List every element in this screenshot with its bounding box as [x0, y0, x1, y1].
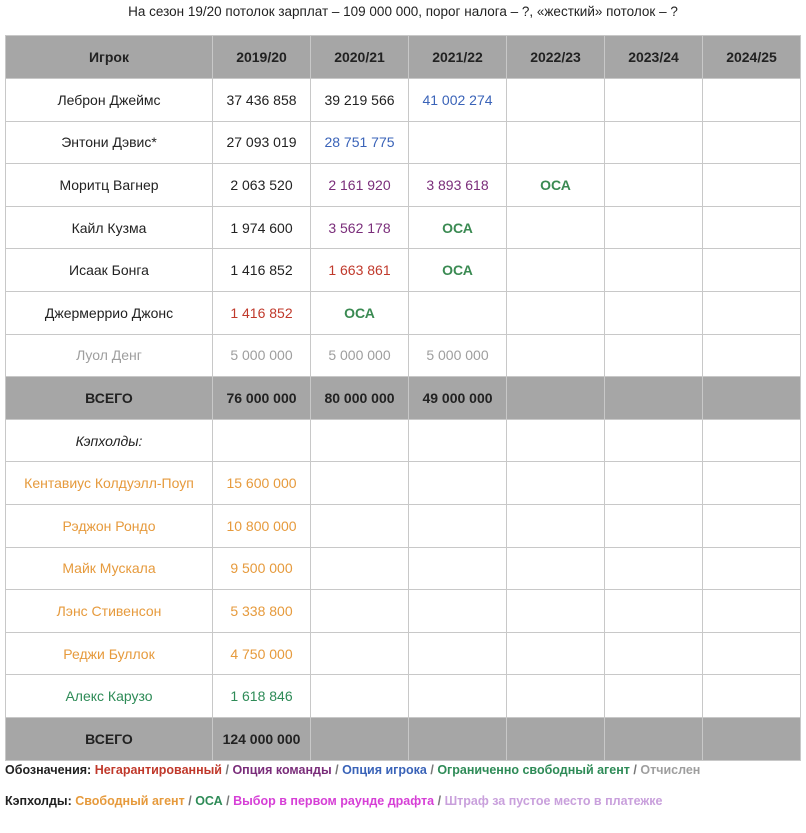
- salary-cell: [605, 121, 703, 164]
- empty-cell: [311, 462, 409, 505]
- empty-cell: [605, 504, 703, 547]
- salary-cell: 37 436 858: [213, 79, 311, 122]
- empty-cell: [409, 632, 507, 675]
- column-header-season: 2020/21: [311, 36, 409, 79]
- legend-item: ОСА: [195, 794, 223, 808]
- empty-cell: [213, 419, 311, 462]
- table-row: [6, 249, 801, 292]
- empty-cell: [409, 675, 507, 718]
- empty-cell: [605, 547, 703, 590]
- caphold-player-name: Алекс Карузо: [6, 675, 213, 718]
- salary-cell: [507, 206, 605, 249]
- legend-item: Опция игрока: [342, 763, 427, 777]
- column-header-season: 2019/20: [213, 36, 311, 79]
- empty-cell: [507, 462, 605, 505]
- player-name: Луол Денг: [6, 334, 213, 377]
- salary-cell: [507, 121, 605, 164]
- empty-cell: [703, 504, 801, 547]
- salary-cell: 5 000 000: [311, 334, 409, 377]
- total-cell: [605, 717, 703, 760]
- column-header-season: 2022/23: [507, 36, 605, 79]
- caphold-value: 15 600 000: [213, 462, 311, 505]
- empty-cell: [507, 547, 605, 590]
- total-cell: [605, 377, 703, 420]
- caphold-row: [6, 590, 801, 633]
- header-row: [6, 36, 801, 79]
- caphold-player-name: Лэнс Стивенсон: [6, 590, 213, 633]
- caphold-row: [6, 547, 801, 590]
- salary-cell: [703, 79, 801, 122]
- legend-separator: /: [437, 794, 442, 808]
- salary-table: [5, 35, 801, 761]
- total-cell: [311, 717, 409, 760]
- salary-cell: 39 219 566: [311, 79, 409, 122]
- salary-cell: 41 002 274: [409, 79, 507, 122]
- empty-cell: [507, 590, 605, 633]
- empty-cell: [605, 462, 703, 505]
- salary-cell: [507, 334, 605, 377]
- table-row: [6, 291, 801, 334]
- table-row: [6, 121, 801, 164]
- empty-cell: [703, 632, 801, 675]
- total-cell: [507, 377, 605, 420]
- legend-item: Негарантированный: [94, 763, 222, 777]
- caphold-player-name: Рэджон Рондо: [6, 504, 213, 547]
- column-header-player: Игрок: [6, 36, 213, 79]
- legend-separator: /: [335, 763, 339, 777]
- empty-cell: [507, 675, 605, 718]
- empty-cell: [605, 419, 703, 462]
- salary-cell: ОСА: [409, 249, 507, 292]
- caphold-value: 10 800 000: [213, 504, 311, 547]
- legend-separator: /: [430, 763, 434, 777]
- column-header-season: 2021/22: [409, 36, 507, 79]
- salary-cell: 3 893 618: [409, 164, 507, 207]
- total-cell: 76 000 000: [213, 377, 311, 420]
- salary-cell: [703, 249, 801, 292]
- player-name: Леброн Джеймс: [6, 79, 213, 122]
- salary-cell: 5 000 000: [213, 334, 311, 377]
- total-cell: [703, 377, 801, 420]
- total-cell: 124 000 000: [213, 717, 311, 760]
- total-label: ВСЕГО: [6, 377, 213, 420]
- salary-cell: 27 093 019: [213, 121, 311, 164]
- page-title: На сезон 19/20 потолок зарплат – 109 000 000, порог налога – ?, «жесткий» потолок – ?: [128, 4, 678, 19]
- empty-cell: [605, 632, 703, 675]
- salary-cell: 2 161 920: [311, 164, 409, 207]
- caphold-value: 5 338 800: [213, 590, 311, 633]
- total-row: [6, 717, 801, 760]
- legend-label: Обозначения:: [5, 763, 92, 777]
- salary-cell: ОСА: [507, 164, 605, 207]
- salary-cell: ОСА: [409, 206, 507, 249]
- salary-cell: [605, 206, 703, 249]
- salary-cell: [605, 79, 703, 122]
- salary-cell: [507, 249, 605, 292]
- empty-cell: [409, 462, 507, 505]
- empty-cell: [605, 590, 703, 633]
- caphold-row: [6, 675, 801, 718]
- table-row: [6, 334, 801, 377]
- empty-cell: [605, 675, 703, 718]
- caphold-value: 1 618 846: [213, 675, 311, 718]
- legend-separator: /: [226, 794, 230, 808]
- salary-cell: 3 562 178: [311, 206, 409, 249]
- legend-item: Свободный агент: [75, 794, 185, 808]
- salary-cell: 1 663 861: [311, 249, 409, 292]
- salary-cell: [703, 206, 801, 249]
- legend-item: Выбор в первом раунде драфта: [233, 794, 435, 808]
- legend-designations: [5, 763, 700, 777]
- legend-item: Ограниченно свободный агент: [437, 763, 630, 777]
- capholds-label: Кэпхолды:: [6, 419, 213, 462]
- empty-cell: [311, 547, 409, 590]
- caphold-player-name: Майк Мускала: [6, 547, 213, 590]
- salary-cell: [703, 334, 801, 377]
- salary-cell: [703, 121, 801, 164]
- player-name: Моритц Вагнер: [6, 164, 213, 207]
- column-header-season: 2023/24: [605, 36, 703, 79]
- empty-cell: [703, 547, 801, 590]
- empty-cell: [409, 547, 507, 590]
- empty-cell: [311, 590, 409, 633]
- total-cell: [409, 717, 507, 760]
- legend-separator: /: [188, 794, 192, 808]
- salary-cell: [605, 164, 703, 207]
- legend-item: Отчислен: [640, 763, 701, 777]
- total-cell: 49 000 000: [409, 377, 507, 420]
- caphold-row: [6, 632, 801, 675]
- empty-cell: [507, 504, 605, 547]
- salary-cell: 28 751 775: [311, 121, 409, 164]
- caphold-player-name: Реджи Буллок: [6, 632, 213, 675]
- empty-cell: [703, 419, 801, 462]
- capholds-header-row: [6, 419, 801, 462]
- table-row: [6, 206, 801, 249]
- empty-cell: [409, 504, 507, 547]
- total-row: [6, 377, 801, 420]
- empty-cell: [507, 419, 605, 462]
- player-name: Энтони Дэвис*: [6, 121, 213, 164]
- total-cell: [507, 717, 605, 760]
- caphold-value: 9 500 000: [213, 547, 311, 590]
- empty-cell: [311, 675, 409, 718]
- legend-item: Опция команды: [232, 763, 332, 777]
- player-name: Исаак Бонга: [6, 249, 213, 292]
- legend-label: Кэпхолды:: [5, 794, 72, 808]
- total-cell: 80 000 000: [311, 377, 409, 420]
- player-name: Кайл Кузма: [6, 206, 213, 249]
- legend-item: Штраф за пустое место в платежке: [444, 794, 663, 808]
- caphold-player-name: Кентавиус Колдуэлл-Поуп: [6, 462, 213, 505]
- empty-cell: [409, 419, 507, 462]
- player-name: Джермеррио Джонс: [6, 291, 213, 334]
- empty-cell: [703, 462, 801, 505]
- empty-cell: [703, 675, 801, 718]
- legend-separator: /: [225, 763, 229, 777]
- salary-cell: 5 000 000: [409, 334, 507, 377]
- salary-cell: [507, 291, 605, 334]
- caphold-row: [6, 462, 801, 505]
- legend-capholds: [5, 794, 663, 808]
- salary-cell: [703, 291, 801, 334]
- salary-cell: [605, 249, 703, 292]
- salary-cell: [703, 164, 801, 207]
- legend-separator: /: [633, 763, 637, 777]
- table-row: [6, 79, 801, 122]
- column-header-season: 2024/25: [703, 36, 801, 79]
- empty-cell: [311, 632, 409, 675]
- table-row: [6, 164, 801, 207]
- caphold-row: [6, 504, 801, 547]
- empty-cell: [311, 419, 409, 462]
- empty-cell: [311, 504, 409, 547]
- salary-cell: 1 416 852: [213, 291, 311, 334]
- salary-cell: [409, 291, 507, 334]
- salary-cell: [605, 334, 703, 377]
- salary-cell: 2 063 520: [213, 164, 311, 207]
- total-cell: [703, 717, 801, 760]
- salary-cell: 1 974 600: [213, 206, 311, 249]
- salary-cell: [507, 79, 605, 122]
- salary-cell: ОСА: [311, 291, 409, 334]
- caphold-value: 4 750 000: [213, 632, 311, 675]
- salary-cell: [409, 121, 507, 164]
- empty-cell: [507, 632, 605, 675]
- total-label: ВСЕГО: [6, 717, 213, 760]
- empty-cell: [703, 590, 801, 633]
- salary-cell: 1 416 852: [213, 249, 311, 292]
- salary-cell: [605, 291, 703, 334]
- empty-cell: [409, 590, 507, 633]
